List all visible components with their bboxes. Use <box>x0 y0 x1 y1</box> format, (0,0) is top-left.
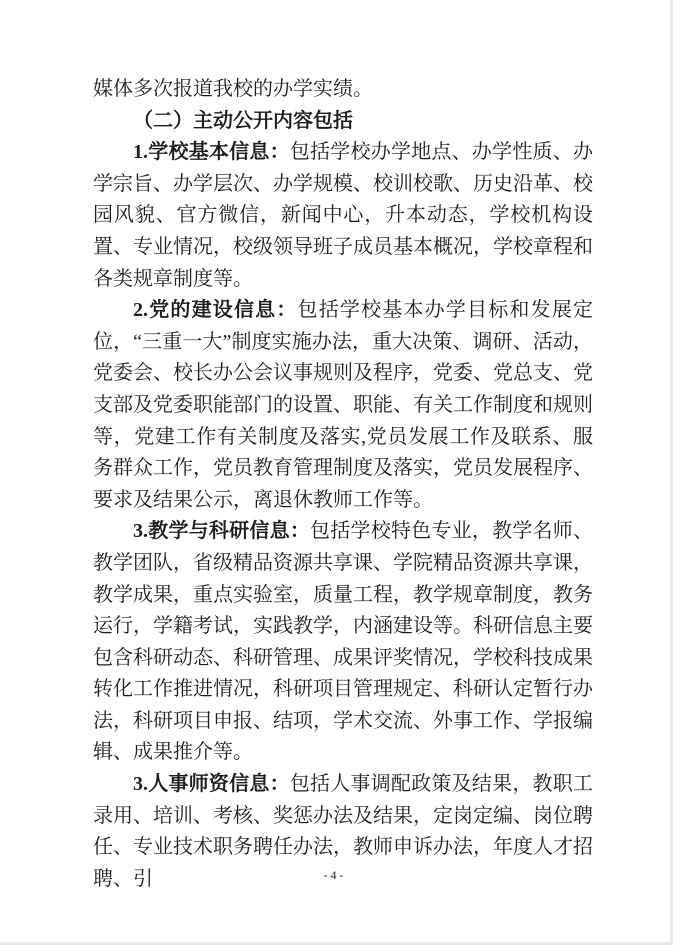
paragraph-body: 包括学校办学地点、办学性质、办学宗旨、办学层次、办学规模、校训校歌、历史沿革、校园风貌、官方微信，新闻中心，升本动态，学校机构设置、专业情况，校级领导班子成员基本概况，学校章程和各类规章制度等。 <box>93 141 594 290</box>
section-heading: （二）主动公开内容包括 <box>133 109 353 132</box>
paragraph-continuation: 媒体多次报道我校的办学实绩。 <box>93 78 373 100</box>
paragraph-party-building <box>93 295 593 516</box>
paragraph-lead: 3.人事师资信息： <box>133 773 290 796</box>
page-text-block <box>93 74 593 895</box>
paragraph-teaching-research <box>93 516 593 769</box>
paragraph-basic-info <box>93 137 593 295</box>
paragraph-body: 包括人事调配政策及结果，教职工录用、培训、考核、奖惩办法及结果，定岗定编、岗位聘任、专业技术职务聘任办法，教师申诉办法，年度人才招聘、引 <box>93 773 594 890</box>
paragraph-body: 包括学校特色专业，教学名师、教学团队，省级精品资源共享课、学院精品资源共享课，教学成果，重点实验室，质量工程，教学规章制度，教务运行，学籍考试，实践教学，内涵建设等。科研信息主要包含科研动态、科研管理、成果评奖情况，学校科技成果转化工作推进情况，科研项目管理规定、科研认定暂行办法，科研项目申报、结项，学术交流、外事工作、学报编辑、成果推介等。 <box>93 520 594 764</box>
page-number: - 4 - <box>323 868 344 882</box>
paragraph-lead: 3.教学与科研信息： <box>133 520 311 543</box>
paragraph-lead: 1.学校基本信息： <box>133 141 290 164</box>
paragraph-lead: 2.党的建设信息： <box>133 299 298 322</box>
paragraph-body: 包括学校基本办学目标和发展定位，“三重一大”制度实施办法，重大决策、调研、活动，党委会、校长办公会议事规则及程序，党委、党总支、党支部及党委职能部门的设置、职能、有关工作制度和规则等，党建工作有关制度及落实,党员发展工作及联系、服务群众工作，党员教育管理制度及落实，党员发展程序、要求及结果公示，离退休教师工作等。 <box>93 299 594 511</box>
